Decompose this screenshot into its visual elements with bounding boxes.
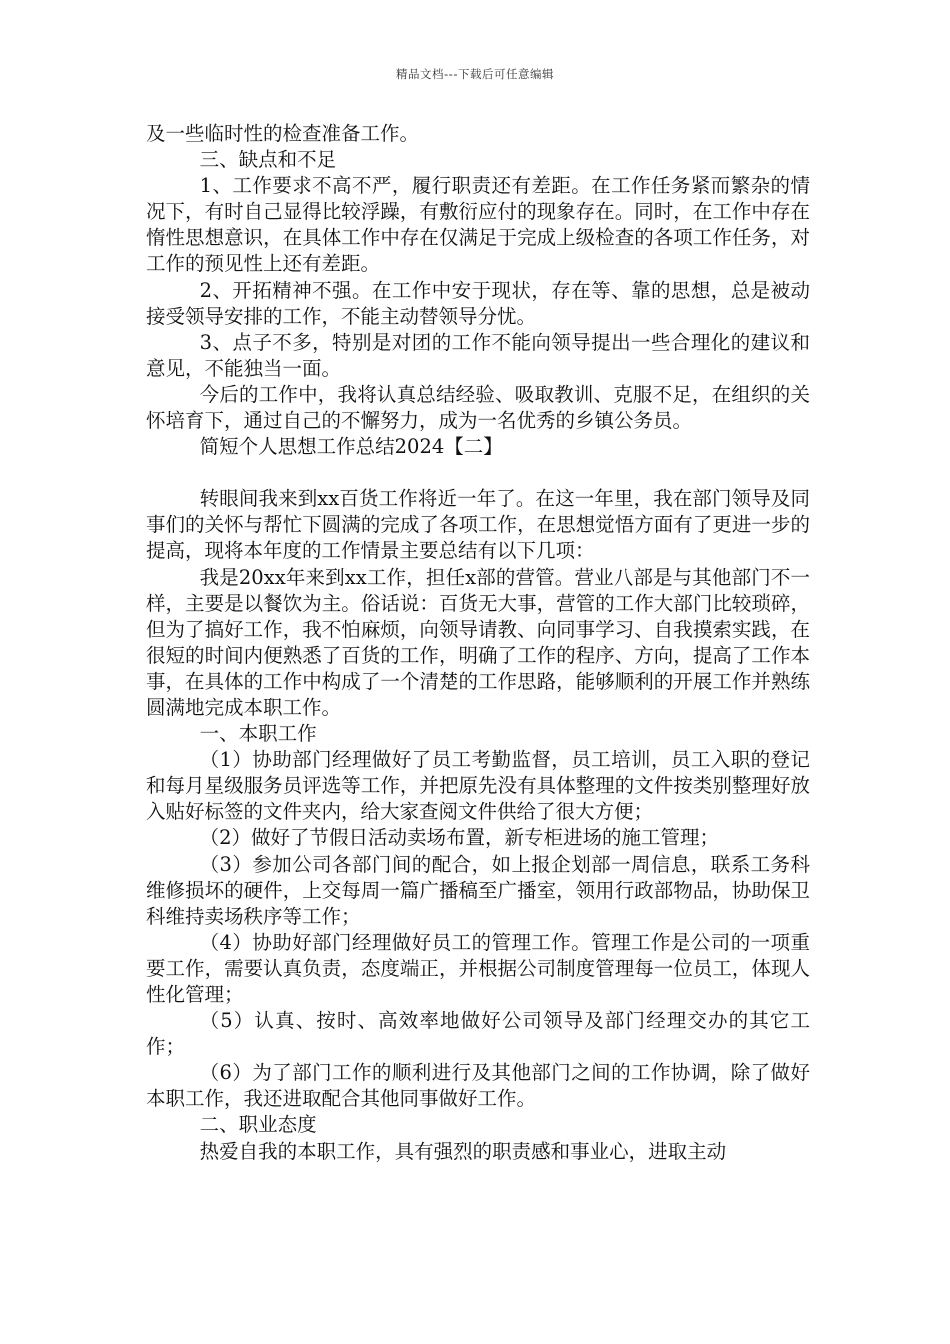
paragraph-attitude: 热爱自我的本职工作，具有强烈的职责感和事业心，进取主动 (199, 1139, 727, 1163)
paragraph-future-plan: 今后的工作中，我将认真总结经验、吸取教训、克服不足，在组织的关怀培育下，通过自己的不懈努力，成为一名优秀的乡镇公务员。 (146, 382, 810, 433)
section-heading-shortcomings: 三、缺点和不足 (199, 148, 337, 172)
paragraph-duty-2: （2）做好了节假日活动卖场布置，新专柜进场的施工管理； (199, 826, 720, 850)
paragraph-duty-4: （4）协助好部门经理做好员工的管理工作。管理工作是公司的一项重要工作，需要认真负责，态度端正，并根据公司制度管理每一位员工，体现人性化管理； (146, 930, 810, 1006)
paragraph-shortcoming-2: 2、开拓精神不强。在工作中安于现状，存在等、靠的思想，总是被动接受领导安排的工作，不能主动替领导分忧。 (146, 278, 810, 328)
document-body (146, 121, 810, 1165)
paragraph-duty-3: （3）参加公司各部门间的配合，如上报企划部一周信息，联系工务科维修损坏的硬件，上交每周一篇广播稿至广播室，领用行政部物品，协助保卫科维持卖场秩序等工作； (146, 852, 810, 928)
paragraph-intro: 转眼间我来到xx百货工作将近一年了。在这一年里，我在部门领导及同事们的关怀与帮忙下圆满的完成了各项工作，在思想觉悟方面有了更进一步的提高，现将本年度的工作情景主要总结有以下几项： (146, 487, 810, 563)
paragraph-shortcoming-3: 3、点子不多，特别是对团的工作不能向领导提出一些合理化的建议和意见，不能独当一面。 (146, 330, 810, 380)
paragraph-continuation: 及一些临时性的检查准备工作。 (146, 122, 420, 145)
paragraph-duty-6: （6）为了部门工作的顺利进行及其他部门之间的工作协调，除了做好本职工作，我还进取配合其他同事做好工作。 (146, 1061, 810, 1111)
document-subtitle: 简短个人思想工作总结2024【二】 (199, 435, 503, 459)
paragraph-duty-5: （5）认真、按时、高效率地做好公司领导及部门经理交办的其它工作； (146, 1009, 810, 1059)
page-header: 精品文档---下载后可任意编辑 (396, 67, 554, 81)
paragraph-shortcoming-1: 1、工作要求不高不严，履行职责还有差距。在工作任务紧而繁杂的情况下，有时自己显得比较浮躁，有敷衍应付的现象存在。同时，在工作中存在惰性思想意识，在具体工作中存在仅满足于完成上级检查的各项工作任务，对工作的预见性上还有差距。 (146, 174, 810, 276)
section-heading-attitude: 二、职业态度 (199, 1113, 317, 1137)
paragraph-background: 我是20xx年来到xx工作，担任x部的营管。营业八部是与其他部门不一样，主要是以餐饮为主。俗话说：百货无大事，营管的工作大部门比较琐碎，但为了搞好工作，我不怕麻烦，向领导请教、向同事学习、自我摸索实践，在很短的时间内便熟悉了百货的工作，明确了工作的程序、方向，提高了工作本事，在具体的工作中构成了一个清楚的工作思路，能够顺利的开展工作并熟练圆满地完成本职工作。 (146, 565, 810, 719)
paragraph-duty-1: （1）协助部门经理做好了员工考勤监督，员工培训，员工入职的登记和每月星级服务员评选等工作，并把原先没有具体整理的文件按类别整理好放入贴好标签的文件夹内，给大家查阅文件供给了很大方便； (146, 748, 810, 824)
section-heading-duties: 一、本职工作 (199, 722, 317, 746)
